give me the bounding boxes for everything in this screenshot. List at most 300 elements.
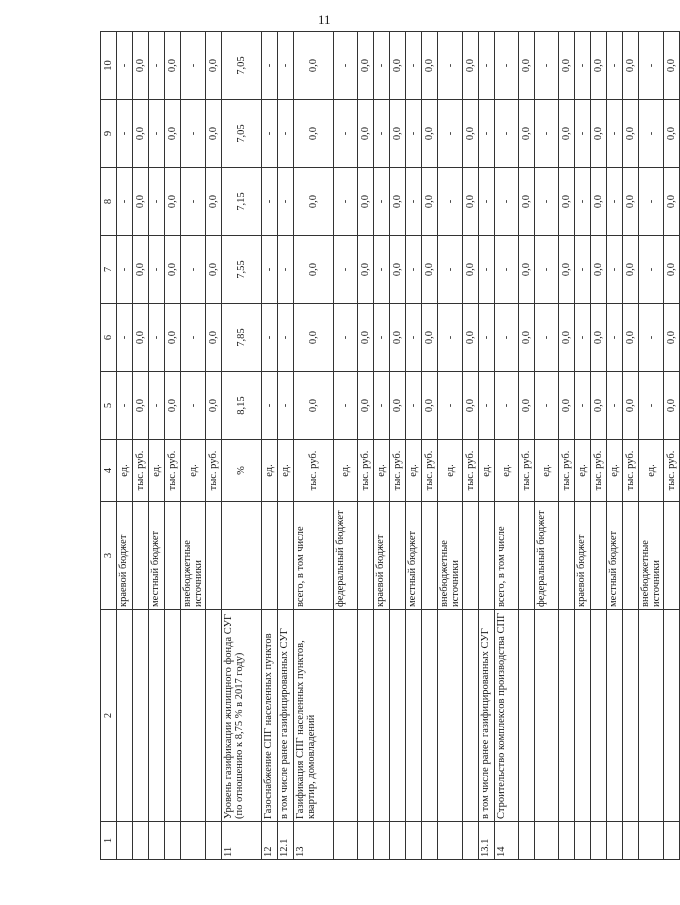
value-cell: -: [406, 168, 422, 236]
funding-source-cell: местный бюджет: [149, 502, 165, 610]
value-cell: -: [334, 236, 358, 304]
row-number-cell: 13: [294, 822, 334, 860]
value-cell: -: [117, 32, 133, 100]
table-rotation-wrapper: [100, 32, 678, 860]
indicator-name-cell: [374, 610, 390, 822]
value-cell: -: [535, 372, 559, 440]
header-cell: 6: [101, 304, 117, 372]
funding-source-cell: всего, в том числе: [294, 502, 334, 610]
indicator-name-cell: [463, 610, 479, 822]
indicator-name-cell: [181, 610, 206, 822]
value-cell: 0,0: [422, 32, 438, 100]
value-cell: 0,0: [591, 32, 607, 100]
row-number-cell: [374, 822, 390, 860]
value-cell: 0,0: [390, 236, 406, 304]
table-row: [149, 32, 165, 860]
unit-cell: тыс. руб.: [358, 440, 374, 502]
indicators-table: [100, 31, 680, 860]
value-cell: 7,15: [222, 168, 262, 236]
indicator-name-cell: в том числе ранее газифицированных СУГ: [278, 610, 294, 822]
row-number-cell: [559, 822, 575, 860]
value-cell: 0,0: [390, 372, 406, 440]
funding-source-cell: краевой бюджет: [575, 502, 591, 610]
row-number-cell: [519, 822, 535, 860]
value-cell: 0,0: [463, 32, 479, 100]
table-body: [101, 32, 680, 860]
funding-source-cell: [559, 502, 575, 610]
row-number-cell: [591, 822, 607, 860]
indicator-name-cell: [438, 610, 463, 822]
value-cell: -: [607, 168, 623, 236]
value-cell: -: [438, 168, 463, 236]
value-cell: 0,0: [664, 372, 680, 440]
value-cell: -: [495, 236, 519, 304]
value-cell: 0,0: [358, 168, 374, 236]
value-cell: -: [374, 168, 390, 236]
value-cell: -: [334, 304, 358, 372]
unit-cell: тыс. руб.: [165, 440, 181, 502]
table-row: [117, 32, 133, 860]
indicator-name-cell: [623, 610, 639, 822]
table-row: [294, 32, 334, 860]
value-cell: 7,05: [222, 100, 262, 168]
value-cell: 0,0: [165, 32, 181, 100]
indicator-name-cell: Строительство комплексов производства СПГ: [495, 610, 519, 822]
value-cell: 0,0: [133, 236, 149, 304]
value-cell: 0,0: [623, 168, 639, 236]
value-cell: -: [438, 304, 463, 372]
value-cell: 0,0: [559, 236, 575, 304]
value-cell: -: [607, 372, 623, 440]
value-cell: -: [495, 372, 519, 440]
indicator-name-cell: [519, 610, 535, 822]
value-cell: -: [479, 304, 495, 372]
value-cell: -: [149, 168, 165, 236]
value-cell: -: [262, 100, 278, 168]
value-cell: 0,0: [559, 32, 575, 100]
value-cell: -: [149, 372, 165, 440]
value-cell: 0,0: [133, 372, 149, 440]
funding-source-cell: всего, в том числе: [495, 502, 519, 610]
unit-cell: тыс. руб.: [206, 440, 222, 502]
table-row: [222, 32, 262, 860]
unit-cell: ед.: [334, 440, 358, 502]
unit-cell: ед.: [406, 440, 422, 502]
value-cell: 0,0: [623, 372, 639, 440]
table-row: [495, 32, 519, 860]
value-cell: -: [262, 236, 278, 304]
value-cell: 0,0: [358, 372, 374, 440]
row-number-cell: [607, 822, 623, 860]
table-row: [438, 32, 463, 860]
value-cell: -: [117, 168, 133, 236]
value-cell: -: [181, 372, 206, 440]
value-cell: 7,55: [222, 236, 262, 304]
value-cell: -: [479, 32, 495, 100]
value-cell: 0,0: [294, 168, 334, 236]
indicator-name-cell: [117, 610, 133, 822]
value-cell: -: [607, 304, 623, 372]
value-cell: -: [438, 32, 463, 100]
unit-cell: ед.: [181, 440, 206, 502]
value-cell: -: [149, 100, 165, 168]
header-cell: 5: [101, 372, 117, 440]
value-cell: -: [607, 32, 623, 100]
header-cell: 9: [101, 100, 117, 168]
indicator-name-cell: [535, 610, 559, 822]
table-row: [623, 32, 639, 860]
funding-source-cell: местный бюджет: [607, 502, 623, 610]
unit-cell: тыс. руб.: [133, 440, 149, 502]
table-row: [334, 32, 358, 860]
value-cell: 0,0: [422, 304, 438, 372]
indicator-name-cell: [664, 610, 680, 822]
value-cell: 7,05: [222, 32, 262, 100]
value-cell: 0,0: [559, 168, 575, 236]
indicator-name-cell: [390, 610, 406, 822]
indicator-name-cell: [575, 610, 591, 822]
value-cell: -: [117, 304, 133, 372]
row-number-cell: [639, 822, 664, 860]
unit-cell: тыс. руб.: [463, 440, 479, 502]
value-cell: 0,0: [206, 236, 222, 304]
value-cell: -: [117, 100, 133, 168]
value-cell: -: [438, 372, 463, 440]
value-cell: 0,0: [664, 236, 680, 304]
value-cell: -: [117, 236, 133, 304]
value-cell: -: [117, 372, 133, 440]
value-cell: -: [374, 236, 390, 304]
unit-cell: тыс. руб.: [390, 440, 406, 502]
indicator-name-cell: [165, 610, 181, 822]
value-cell: 0,0: [591, 100, 607, 168]
row-number-cell: [422, 822, 438, 860]
table-row: [165, 32, 181, 860]
value-cell: 0,0: [591, 304, 607, 372]
value-cell: 0,0: [559, 100, 575, 168]
value-cell: -: [406, 372, 422, 440]
value-cell: 0,0: [165, 236, 181, 304]
header-cell: 3: [101, 502, 117, 610]
indicator-name-cell: [559, 610, 575, 822]
table-row: [262, 32, 278, 860]
value-cell: 0,0: [165, 372, 181, 440]
table-row: [133, 32, 149, 860]
value-cell: -: [639, 236, 664, 304]
value-cell: -: [181, 32, 206, 100]
unit-cell: тыс. руб.: [294, 440, 334, 502]
indicator-name-cell: [422, 610, 438, 822]
value-cell: -: [262, 168, 278, 236]
value-cell: -: [607, 100, 623, 168]
value-cell: -: [639, 100, 664, 168]
unit-cell: ед.: [535, 440, 559, 502]
value-cell: -: [374, 372, 390, 440]
value-cell: 0,0: [463, 304, 479, 372]
funding-source-cell: краевой бюджет: [117, 502, 133, 610]
value-cell: 0,0: [422, 372, 438, 440]
value-cell: -: [278, 168, 294, 236]
value-cell: 0,0: [390, 304, 406, 372]
unit-cell: ед.: [374, 440, 390, 502]
row-number-cell: [623, 822, 639, 860]
value-cell: 0,0: [390, 100, 406, 168]
value-cell: -: [535, 304, 559, 372]
value-cell: -: [639, 372, 664, 440]
value-cell: 8,15: [222, 372, 262, 440]
indicator-name-cell: [358, 610, 374, 822]
value-cell: -: [535, 236, 559, 304]
value-cell: -: [278, 372, 294, 440]
table-row: [390, 32, 406, 860]
row-number-cell: 13.1: [479, 822, 495, 860]
table-row: [422, 32, 438, 860]
row-number-cell: 12.1: [278, 822, 294, 860]
value-cell: -: [181, 100, 206, 168]
funding-source-cell: внебюджетные источники: [639, 502, 664, 610]
value-cell: 0,0: [519, 236, 535, 304]
table-row: [519, 32, 535, 860]
unit-cell: ед.: [639, 440, 664, 502]
row-number-cell: [575, 822, 591, 860]
funding-source-cell: [664, 502, 680, 610]
row-number-cell: [133, 822, 149, 860]
row-number-cell: [463, 822, 479, 860]
indicator-name-cell: Уровень газификации жилищного фонда СУГ (по отношению к 8,75 % в 2017 году): [222, 610, 262, 822]
funding-source-cell: [390, 502, 406, 610]
rotated-table-sheet: [100, 32, 678, 860]
value-cell: -: [607, 236, 623, 304]
indicator-name-cell: [607, 610, 623, 822]
value-cell: -: [535, 168, 559, 236]
header-cell: 10: [101, 32, 117, 100]
row-number-cell: [358, 822, 374, 860]
funding-source-cell: [479, 502, 495, 610]
value-cell: 0,0: [133, 304, 149, 372]
table-row: [278, 32, 294, 860]
value-cell: -: [262, 304, 278, 372]
value-cell: -: [575, 100, 591, 168]
unit-cell: %: [222, 440, 262, 502]
header-cell: 4: [101, 440, 117, 502]
value-cell: 0,0: [591, 168, 607, 236]
row-number-cell: [390, 822, 406, 860]
funding-source-cell: [463, 502, 479, 610]
value-cell: -: [495, 304, 519, 372]
unit-cell: ед.: [607, 440, 623, 502]
value-cell: 0,0: [463, 236, 479, 304]
value-cell: 0,0: [623, 304, 639, 372]
value-cell: -: [181, 168, 206, 236]
header-cell: 1: [101, 822, 117, 860]
value-cell: -: [374, 100, 390, 168]
value-cell: 0,0: [463, 168, 479, 236]
indicator-name-cell: [406, 610, 422, 822]
value-cell: -: [334, 168, 358, 236]
table-row: [206, 32, 222, 860]
value-cell: 0,0: [422, 100, 438, 168]
value-cell: 0,0: [463, 372, 479, 440]
funding-source-cell: [165, 502, 181, 610]
table-row: [479, 32, 495, 860]
row-number-cell: [206, 822, 222, 860]
value-cell: -: [334, 32, 358, 100]
value-cell: 0,0: [422, 168, 438, 236]
value-cell: 0,0: [390, 168, 406, 236]
indicator-name-cell: [149, 610, 165, 822]
unit-cell: тыс. руб.: [591, 440, 607, 502]
unit-cell: тыс. руб.: [623, 440, 639, 502]
value-cell: -: [535, 100, 559, 168]
value-cell: -: [495, 100, 519, 168]
value-cell: -: [406, 304, 422, 372]
value-cell: -: [479, 236, 495, 304]
value-cell: 0,0: [519, 168, 535, 236]
value-cell: -: [334, 100, 358, 168]
value-cell: -: [262, 372, 278, 440]
value-cell: 0,0: [519, 372, 535, 440]
row-number-cell: [334, 822, 358, 860]
value-cell: 0,0: [390, 32, 406, 100]
unit-cell: тыс. руб.: [559, 440, 575, 502]
funding-source-cell: [591, 502, 607, 610]
funding-source-cell: [206, 502, 222, 610]
row-number-cell: [535, 822, 559, 860]
indicator-name-cell: [206, 610, 222, 822]
unit-cell: ед.: [117, 440, 133, 502]
unit-cell: ед.: [278, 440, 294, 502]
value-cell: 0,0: [623, 32, 639, 100]
row-number-cell: [438, 822, 463, 860]
table-row: [559, 32, 575, 860]
value-cell: -: [575, 32, 591, 100]
table-row: [664, 32, 680, 860]
value-cell: 0,0: [358, 32, 374, 100]
value-cell: 0,0: [294, 100, 334, 168]
header-cell: 7: [101, 236, 117, 304]
value-cell: -: [575, 372, 591, 440]
page-number: 11: [318, 12, 331, 27]
unit-cell: тыс. руб.: [422, 440, 438, 502]
value-cell: 0,0: [664, 168, 680, 236]
unit-cell: ед.: [262, 440, 278, 502]
value-cell: 0,0: [358, 100, 374, 168]
funding-source-cell: [262, 502, 278, 610]
value-cell: -: [639, 32, 664, 100]
value-cell: 0,0: [591, 372, 607, 440]
table-row: [535, 32, 559, 860]
value-cell: 0,0: [206, 168, 222, 236]
value-cell: 0,0: [206, 100, 222, 168]
value-cell: 0,0: [519, 304, 535, 372]
unit-cell: ед.: [479, 440, 495, 502]
value-cell: -: [406, 100, 422, 168]
value-cell: 0,0: [422, 236, 438, 304]
header-cell: 2: [101, 610, 117, 822]
unit-cell: ед.: [575, 440, 591, 502]
value-cell: 0,0: [133, 100, 149, 168]
row-number-cell: [149, 822, 165, 860]
indicator-name-cell: [334, 610, 358, 822]
value-cell: 0,0: [294, 372, 334, 440]
indicator-name-cell: Газификация СПГ населенных пунктов, квартир, домовладений: [294, 610, 334, 822]
table-row: [181, 32, 206, 860]
value-cell: 0,0: [519, 100, 535, 168]
funding-source-cell: внебюджетные источники: [181, 502, 206, 610]
value-cell: -: [149, 236, 165, 304]
funding-source-cell: [623, 502, 639, 610]
value-cell: 0,0: [358, 236, 374, 304]
funding-source-cell: местный бюджет: [406, 502, 422, 610]
value-cell: 0,0: [294, 236, 334, 304]
value-cell: -: [575, 304, 591, 372]
funding-source-cell: краевой бюджет: [374, 502, 390, 610]
funding-source-cell: [422, 502, 438, 610]
funding-source-cell: [519, 502, 535, 610]
table-row: [374, 32, 390, 860]
unit-cell: ед.: [149, 440, 165, 502]
table-row: [358, 32, 374, 860]
value-cell: -: [334, 372, 358, 440]
funding-source-cell: [222, 502, 262, 610]
value-cell: 0,0: [664, 304, 680, 372]
value-cell: -: [278, 32, 294, 100]
value-cell: -: [374, 304, 390, 372]
value-cell: -: [262, 32, 278, 100]
value-cell: -: [575, 168, 591, 236]
value-cell: -: [406, 236, 422, 304]
table-row: [463, 32, 479, 860]
value-cell: 0,0: [294, 304, 334, 372]
value-cell: -: [181, 236, 206, 304]
table-row: [591, 32, 607, 860]
row-number-cell: [117, 822, 133, 860]
unit-cell: тыс. руб.: [664, 440, 680, 502]
funding-source-cell: [133, 502, 149, 610]
value-cell: 0,0: [206, 32, 222, 100]
indicator-name-cell: [591, 610, 607, 822]
value-cell: -: [535, 32, 559, 100]
unit-cell: ед.: [495, 440, 519, 502]
value-cell: -: [278, 236, 294, 304]
table-row: [575, 32, 591, 860]
value-cell: 0,0: [559, 372, 575, 440]
value-cell: -: [639, 304, 664, 372]
row-number-cell: 11: [222, 822, 262, 860]
indicator-name-cell: Газоснабжение СПГ населенных пунктов: [262, 610, 278, 822]
value-cell: 0,0: [133, 168, 149, 236]
value-cell: -: [495, 168, 519, 236]
funding-source-cell: федеральный бюджет: [334, 502, 358, 610]
value-cell: -: [575, 236, 591, 304]
table-row: [639, 32, 664, 860]
value-cell: 0,0: [664, 32, 680, 100]
value-cell: 0,0: [623, 236, 639, 304]
value-cell: 0,0: [519, 32, 535, 100]
value-cell: -: [479, 100, 495, 168]
value-cell: -: [149, 32, 165, 100]
table-row: [406, 32, 422, 860]
value-cell: 0,0: [358, 304, 374, 372]
indicator-name-cell: [133, 610, 149, 822]
funding-source-cell: [278, 502, 294, 610]
value-cell: 0,0: [559, 304, 575, 372]
value-cell: 0,0: [165, 100, 181, 168]
value-cell: -: [479, 372, 495, 440]
value-cell: 0,0: [165, 168, 181, 236]
value-cell: -: [278, 100, 294, 168]
value-cell: -: [278, 304, 294, 372]
